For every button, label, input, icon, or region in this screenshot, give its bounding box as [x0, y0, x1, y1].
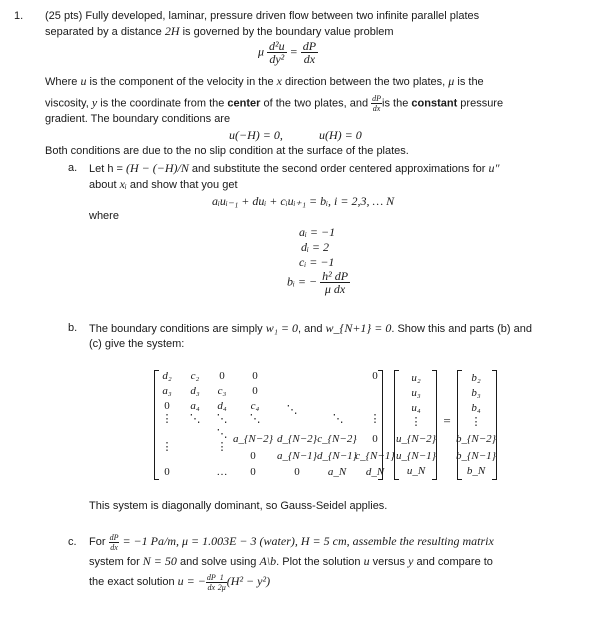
u-vector-entry: u_N — [406, 465, 426, 477]
matrix-cell: a₃ — [162, 385, 172, 397]
matrix-cell: c₂ — [190, 370, 200, 382]
text: , and — [298, 323, 326, 335]
bold-text: center — [227, 97, 261, 110]
text: and compare to — [413, 556, 493, 568]
text: = −1 Pa/m, μ = 1.003E − 3 (water), H = 5 cm, assemble the resulting matrix — [119, 534, 494, 548]
matrix-cell: … — [216, 466, 228, 478]
vdots-glyph: ⋮ — [369, 413, 381, 425]
dp-dx-small-fraction: $\frac{dP}{dx}$ — [372, 94, 382, 113]
var: y — [408, 554, 414, 568]
mu-symbol: μ — [258, 44, 265, 59]
problem-line2 — [45, 24, 394, 39]
frac-num: dP — [206, 572, 216, 582]
bi-lhs: bᵢ = − — [287, 274, 318, 289]
matrix-cell: c₄ — [250, 400, 260, 412]
viscosity-line — [45, 94, 503, 113]
bold-text: constant — [411, 97, 458, 110]
problem-header: (25 pts) Fully developed, laminar, pressure driven flow between two infinite parallel plates — [45, 10, 480, 22]
text: and substitute the second order centered approximations for — [188, 163, 489, 175]
matrix-cell: 0 — [164, 466, 170, 478]
b-vector-right-bracket — [492, 370, 497, 480]
matrix-cell: 0 — [164, 400, 170, 412]
b-vector-entry: ⋮ — [470, 416, 482, 428]
d2u-dy2-fraction: $\frac{\text{d²u}}{\text{dy²}}$ — [269, 39, 285, 66]
ddots-glyph: ⋱ — [216, 428, 228, 440]
vdots-glyph: ⋮ — [161, 441, 173, 453]
part-b-label: b. — [68, 322, 78, 334]
matrix-cell: c_{N−1} — [355, 450, 395, 462]
part-a-label: a. — [68, 162, 78, 174]
matrix-cell: 0 — [294, 466, 300, 478]
bi-den: μ dx — [324, 282, 346, 296]
gradient-line: gradient. The boundary conditions are — [45, 113, 231, 125]
ddots-glyph: ⋱ — [286, 404, 298, 416]
text: Let h = — [89, 163, 127, 175]
matrix-cell: 0 — [250, 466, 256, 478]
bi-num: h² dP — [322, 269, 349, 283]
matrix-cell: 0 — [252, 385, 258, 397]
vdots-glyph: ⋮ — [216, 441, 228, 453]
text: and show that you get — [126, 179, 238, 191]
part-c-line2 — [89, 554, 493, 569]
matrix-cell: 0 — [372, 433, 378, 445]
frac-den: dx — [207, 582, 216, 592]
text: is the component of the velocity in the — [86, 76, 277, 88]
part-a-line2 — [89, 177, 238, 192]
bc-right: u(H) = 0 — [319, 128, 362, 142]
problem-number: 1. — [14, 10, 24, 22]
text: about — [89, 179, 120, 191]
vdots-glyph: ⋮ — [161, 413, 173, 425]
u-vector-entry: u₃ — [411, 387, 421, 399]
text: . Show this and parts (b) and — [391, 323, 532, 335]
text: is the — [382, 97, 412, 110]
matrix-cell: 0 — [219, 370, 225, 382]
var-2h: 2H — [164, 24, 180, 38]
matrix-cell: d_N — [365, 466, 385, 478]
dp-dx-small-fraction — [109, 533, 120, 552]
b-vector-entry: b_{N−2} — [455, 433, 497, 445]
matrix-cell: d₃ — [190, 385, 200, 397]
matrix-cell: a₄ — [190, 400, 200, 412]
var: xᵢ — [119, 177, 127, 191]
text: the exact solution — [89, 576, 178, 588]
text: The boundary conditions are simply — [89, 323, 266, 335]
bc-left: u(−H) = 0, — [229, 128, 283, 142]
var: x — [276, 74, 282, 88]
where-label: where — [89, 210, 119, 222]
u-vector-right-bracket — [432, 370, 437, 480]
u-vector-entry: u_{N−2} — [395, 433, 437, 445]
text: system for — [89, 556, 143, 568]
part-c-line1 — [89, 530, 494, 553]
matrix-cell: c₃ — [217, 385, 227, 397]
part-a-line1 — [89, 161, 500, 176]
part-b-line1 — [89, 321, 532, 336]
u-vector-entry: ⋮ — [410, 416, 422, 428]
matrix-cell: 0 — [252, 370, 258, 382]
expr: (H − (−H)/N — [126, 161, 189, 175]
exact-lhs: u = − — [177, 574, 206, 588]
b-vector-left-bracket — [457, 370, 462, 480]
matrix-cell: c_{N−2} — [317, 433, 357, 445]
noslip-line: Both conditions are due to the no slip condition at the surface of the plates. — [45, 145, 409, 157]
matrix-cell: d_{N−1} — [316, 450, 358, 462]
matrix-left-bracket — [154, 370, 159, 480]
dp-dx-fraction: $\frac{dP}{dx}$ — [302, 39, 317, 66]
ai-def: aᵢ = −1 — [299, 225, 336, 239]
text: is governed by the boundary value problem — [179, 26, 394, 38]
var: u — [363, 554, 370, 568]
exact-frac-half-mu — [217, 573, 227, 592]
matrix-cell: d_{N−2} — [276, 433, 318, 445]
where-line — [45, 74, 484, 89]
matrix-cell: 0 — [372, 370, 378, 382]
u-vector-entry: u₄ — [411, 402, 421, 414]
ddots-glyph: ⋱ — [189, 413, 201, 425]
matrix-cell: a_{N−1} — [276, 450, 318, 462]
var: y — [91, 95, 98, 110]
text: viscosity, — [45, 97, 92, 110]
b-vector-entry: b₂ — [471, 372, 481, 384]
bi-fraction — [320, 270, 350, 295]
wn1: w_{N+1} = 0 — [325, 321, 392, 335]
ddots-glyph: ⋱ — [249, 413, 261, 425]
u-vector-left-bracket — [394, 370, 399, 480]
bi-def — [287, 270, 350, 295]
frac-den: dx — [110, 542, 118, 552]
matrix-cell: a_{N−2} — [232, 433, 274, 445]
text: is the — [454, 76, 484, 88]
b-vector-entry: b_N — [466, 465, 486, 477]
text: of the two plates, and — [260, 97, 372, 110]
text: and solve using — [176, 556, 260, 568]
exact-rhs: (H² − y²) — [226, 574, 271, 588]
frac-num: 1 — [217, 573, 227, 583]
w1: w₁ = 0 — [265, 321, 298, 335]
var: u″ — [488, 161, 500, 175]
var: μ — [448, 74, 455, 88]
text: separated by a distance — [45, 26, 165, 38]
ddots-glyph: ⋱ — [332, 413, 344, 425]
matrix-cell: d₂ — [162, 370, 172, 382]
di-def: dᵢ = 2 — [301, 240, 329, 254]
text: direction between the two plates, — [281, 76, 449, 88]
gauss-seidel-line: This system is diagonally dominant, so Gauss-Seidel applies. — [89, 500, 388, 512]
scheme-equation: aᵢuᵢ₋₁ + duᵢ + cᵢuᵢ₊₁ = bᵢ, i = 2,3, … N — [212, 194, 395, 208]
ddots-glyph: ⋱ — [216, 413, 228, 425]
part-b-line2: (c) give the system: — [89, 338, 185, 350]
frac-num: dP — [109, 532, 119, 542]
u-vector-entry: u₂ — [411, 372, 421, 384]
part-c-line3 — [89, 570, 270, 593]
text: pressure — [457, 97, 504, 110]
matrix-cell: 0 — [250, 450, 256, 462]
matrix-cell: d₄ — [217, 400, 227, 412]
text: For — [89, 536, 109, 548]
b-vector-entry: b₃ — [471, 387, 481, 399]
text: is the coordinate from the — [97, 97, 228, 110]
matrix-cell: a_N — [327, 466, 347, 478]
ci-def: cᵢ = −1 — [299, 255, 335, 269]
command: A\b — [259, 554, 277, 568]
text: . Plot the solution — [276, 556, 364, 568]
text: versus — [369, 556, 409, 568]
var: N = 50 — [142, 554, 177, 568]
part-c-label: c. — [68, 536, 77, 548]
frac-den: 2μ — [217, 582, 226, 592]
text: Where — [45, 76, 81, 88]
equals-sign: = — [443, 413, 451, 428]
b-vector-entry: b₄ — [471, 402, 481, 414]
u-vector-entry: u_{N−1} — [395, 450, 437, 462]
b-vector-entry: b_{N−1} — [455, 450, 497, 462]
var: u — [80, 74, 87, 88]
governing-equation: μ $\frac{\text{d²u}}{\text{dy²}}$ = $\frac{dP}{dx}$ — [258, 39, 317, 66]
exact-frac-dpdx — [206, 573, 217, 592]
